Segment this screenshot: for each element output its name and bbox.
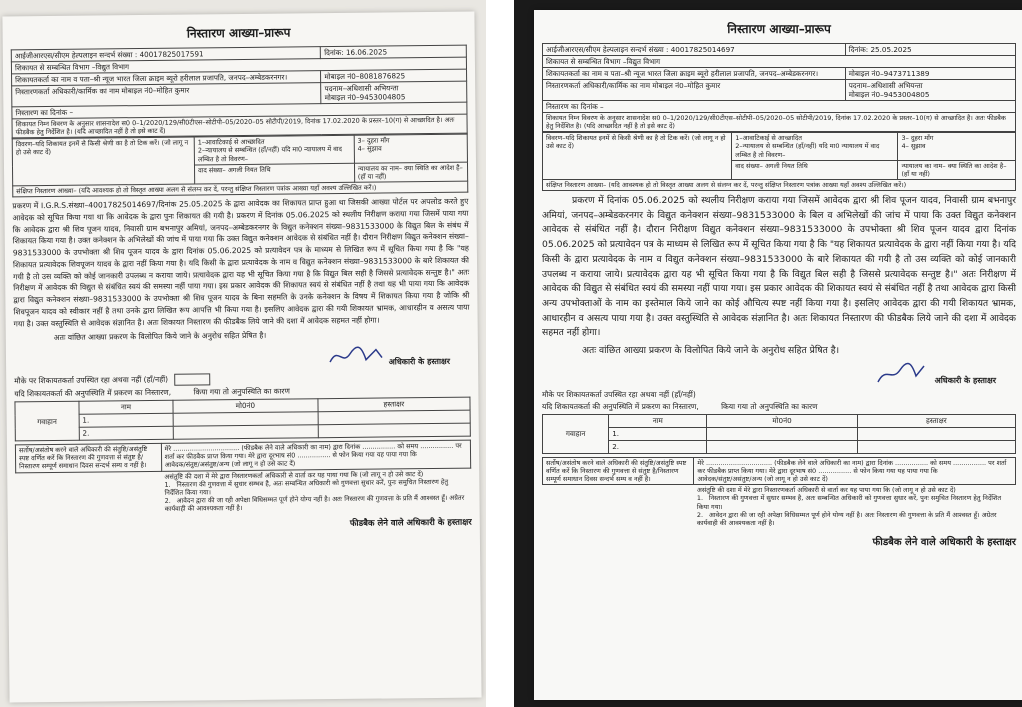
present-question: मौके पर शिकायतकर्ता उपस्थित रहा अथवा नहीं (हाँ/नहीं) <box>14 374 169 386</box>
officer-signature-block-right <box>542 362 996 386</box>
left-paper <box>2 12 481 703</box>
header-table <box>11 45 468 139</box>
officer-row: निस्तारणकर्ता अधिकारी/कार्मिक का नाम मोबाइल नं0–मोहित कुमार <box>12 83 322 107</box>
department-row-right: शिकायत से सम्बन्धित विभाग –विद्युत विभाग <box>543 56 1016 68</box>
reference-number-right: आईजीआरएस/सीएम हेल्पलाइन सन्दर्भ संख्या : 40017825014697 <box>543 44 846 56</box>
header-table-right <box>542 43 1016 132</box>
absent-reason-label-right: किया गया तो अनुपस्थिति का कारण <box>721 401 818 411</box>
witness-row-1: 1. <box>79 413 174 427</box>
department-row: शिकायत से सम्बन्धित विभाग –विद्युत विभाग <box>11 57 466 74</box>
officer-signature-label-right: अधिकारी के हस्ताक्षर <box>934 375 996 385</box>
officer-designation-right: पदनाम–अधिशासी अभियन्ता <box>848 81 923 90</box>
right-document-photo <box>514 0 1022 707</box>
officer-signature-block <box>14 343 450 372</box>
conclusion-right: अतः वांछित आख्या प्रकरण के विलोपित किये जाने के अनुरोध सहित प्रेषित है। <box>582 345 840 357</box>
complainant-row: शिकायतकर्ता का नाम व पता–श्री न्यूज भारत जिला क्राइम ब्यूरो हरीलाल प्रजापति, जनपद–अम्बेडकरनगर। <box>12 71 321 86</box>
feedback-line-1: मेरे ................................ (फीडबैक लेने वाले अधिकारी का नाम) द्वारा दिनांक ................ को समय ................ पर शर्ता कर फीडबैक प्राप्त किया गया। मेरे द्वारा दूरभाष सं0 ................ से फोन किया गया यह पाया गया कि <box>164 441 462 462</box>
officer-mobile: मोबाइल नं0–9453004805 <box>324 92 406 103</box>
case-number-right: वाद संख्या– अगली नियत तिथि <box>732 160 898 179</box>
witness-label: गवाहान <box>15 401 79 441</box>
feedback-line-1-right: मेरे ................................ (फीडबैक लेने वाले अधिकारी का नाम) द्वारा दिनांक ................ को समय ................ पर शर्ता कर फीडबैक प्राप्त किया गया। मेरे द्वारा दूरभाष सं0 ................ से फोन किया गया यह पाया गया कि <box>697 458 1007 476</box>
feedback-instruction: सर्तोष/असंतोष करने वाले अधिकारी की संतुष्टि/असंतुष्टि स्पष्ट वर्णित करें कि निस्तारण की गुणवत्ता से संतुष्ट है/निस्तारण सम्पूर्ण समाधान दिवस सन्दर्भ सम्य व नहीं है। <box>15 444 161 473</box>
reference-date: दिनांक: 16.06.2025 <box>321 45 467 59</box>
category-2-right: 2–न्यायालय से सम्बन्धित (हाँ/नहीं) यदि मा0 न्यायालय में वाद लम्बित है तो विवरण– <box>735 142 880 159</box>
witness-table <box>14 397 470 442</box>
feedback-line-3: असंतुष्टि की दशा में मेरे द्वारा निस्तारणकर्ता अधिकारी से वार्ता कर यह पाया गया कि (जो लागू न हो उसे काट दें) <box>164 469 424 481</box>
govt-order-row: शिकायत निम्न विवरण के अनुसार शासनादेश स0 0–1/2020/129/सी0टीएस–सोटीपी–05/2020–05 सोटीपी/2019, दिनांक 17.02.2020 के प्रस्तर–10(ग) से आच्छादित है। अतः फीडबैक हेतु निर्देशित है। (यदि आच्छादित नहीं है तो इसे काट दें) <box>12 114 467 138</box>
witness-row-2-right: 2. <box>609 440 707 453</box>
witness-row-1-right: 1. <box>609 427 707 440</box>
present-answer-box <box>174 374 210 386</box>
category-1: 1–आवाटिकाई से आच्छादित <box>197 138 265 147</box>
feedback-signature-right: फीडबैक लेने वाले अधिकारी के हस्ताक्षर <box>872 536 1016 548</box>
right-paper <box>534 10 1022 700</box>
doc-title: निस्तारण आख्या–प्रारूप <box>186 25 291 41</box>
category-table <box>12 134 469 198</box>
report-body: प्रकरण में I.G.R.S.संख्या–40017825014697/दिनांक 25.05.2025 के द्वारा आवेदक का शिकायत प्राप्त हुआ था जिसकी आख्या पोर्टल पर अपलोड करते हुए आवेदक को सूचित किया गया था कि आवेदक के द्वारा पुनः शिकायत की गयी है। प्रकरण में दिनांक 05.06.2025 को स्थलीय निरीक्षण कराया गया जिसमें पाया गया कि आवेदक द्वारा श्री शिव पूजन यादव, निवासी ग्राम बभनापुर अमियां, जनपद–अम्बेडकरनगर के विद्युत कनेक्शन संख्या–9831533000 के विद्युत बिल के संबंध में शिकायत किया गया है। उक्त कनेक्शन के अभिलेखों की जांच में पाया गया कि उक्त विद्युत कनेक्शन आवेदक से संबंधित नहीं है। दौरान निरीक्षण विद्युत कनेक्शन संख्या–9831533000 के उपभोक्ता श्री शिव पूजन यादव के द्वारा दिनांक 05.06.2025 को प्रत्यावेदन पत्र के माध्यम से लिखित रूप में सूचित किया गया है कि "यह शिकायत प्रत्यावेदक शिवपूजन यादव के द्वारा नहीं किया गया है। यदि किसी के द्वारा प्रत्यावेदक के नाम व विद्युत कनेक्शन संख्या–9831533000 के बारे शिकायत की गयी है तो उस व्यक्ति को कोई जानकारी उपलब्ध न कराया जाये। प्रत्यावेदक द्वारा यह भी सूचित किया गया है कि विद्युत बिल सही है जिससे प्रत्यावेदक सन्तुष्ट है।" अतः निरीक्षण में आवेदक की विद्युत से संबंधित स्वयं की समस्या नहीं पाया गया। इस प्रकार आवेदक की शिकायत स्वयं से संबंधित नहीं है तथा यह भी पाया गया कि आवेदक द्वारा विद्युत कनेक्शन संख्या–9831533000 के उपभोक्ता श्री शिव पूजन यादव के बिना सहमति के उनके कनेक्शन के विषय में शिकायत किया गया है जोकि श्री शिवपूजन यादव को स्वीकार नहीं है तथा उनके द्वारा लिखित रूप आपत्ति भी किया गया है। इसलिए आवेदक द्वारा की गयी शिकायत भ्रामक, आधारहीन व असत्य पाया गया है। उक्त वस्तुस्थिति से आवेदक संज्ञानित है। अतः शिकायत निस्तारण की फीडबैक लिये जाने की दशा में आवेदक सहमत नहीं होगा। <box>12 196 470 329</box>
officer-signature-label: अधिकारी के हस्ताक्षर <box>388 357 451 367</box>
summary-instruction: संक्षिप्त निस्तारण आख्या– (यदि आवश्यक हो तो विस्तृत आख्या अलग से संलग्न कर दें, परन्तु संक्षिप्त निस्तारण पत्रांक आख्या यहाँ अवश्य उल्लिखित करें।) <box>13 181 468 197</box>
witness-row-2: 2. <box>79 426 174 440</box>
feedback-signature: फीडबैक लेने वाले अधिकारी के हस्ताक्षर <box>349 517 472 530</box>
feedback-line-3-right: असंतुष्टि की दशा में मेरे द्वारा निस्तारणकर्ता अधिकारी से वार्ता कर यह पाया गया कि (जो लागू न हो उसे काट दें) <box>696 486 956 495</box>
category-3: 3– दुहरा माँग <box>357 136 390 146</box>
officer-row-right: निस्तारणकर्ता अधिकारी/कार्मिक का नाम मोबाइल नं0–मोहित कुमार <box>543 80 846 101</box>
category-table-right <box>542 132 1016 191</box>
category-2: 2–न्यायालय से सम्बन्धित (हाँ/नहीं) यदि मा0 न्यायालय में वाद लम्बित है तो विवरण– <box>197 145 342 163</box>
absent-question-right: यदि शिकायतकर्ता की अनुपस्थिति में प्रकरण का निस्तारण, <box>542 401 699 411</box>
category-4-right: 4– सुझाव <box>901 142 926 151</box>
witness-col-mobile: मो0नं0 <box>173 399 318 414</box>
category-3-right: 3– दुहरा माँग <box>901 134 934 143</box>
disposal-date-row-right: निस्तारण का दिनांक – <box>543 101 1016 113</box>
witness-col-sign-right: हस्ताक्षर <box>857 414 1015 427</box>
present-question-right: मौके पर शिकायतकर्ता उपस्थित रहा अथवा नहीं (हाँ/नहीं) <box>542 389 696 399</box>
feedback-point-2-right: आवेदन द्वारा की जा रही अपेक्षा विधिसम्मत पूर्ण होने योग्य नहीं है। अतः निस्तारण की गुणवत्ता के प्रति मैं आश्वस्त हूँ। अग्रेतर कार्यवाही की आवश्यकता नहीं है। <box>696 510 997 527</box>
govt-order-row-right: शिकायत निम्न विवरण के अनुसार शासनादेश स0 0–1/2020/129/सी0टीएस–सोटीपी–05/2020–05 सोटीपी/2019, दिनांक 17.02.2020 के प्रस्तर–10(ग) से आच्छादित है। अतः फीडबैक हेतु निर्देशित है। (यदि आच्छादित नहीं है तो इसे काट दें) <box>543 113 1016 132</box>
page-gutter <box>486 0 514 707</box>
report-body-right: प्रकरण में दिनांक 05.06.2025 को स्थलीय निरीक्षण कराया गया जिसमें आवेदक द्वारा श्री शिव पूजन यादव, निवासी ग्राम बभनापुर अमियां, जनपद–अम्बेडकरनगर के विद्युत कनेक्शन संख्या–9831533000 के बिल व अभिलेखों की जांच में पाया कि उक्त विद्युत कनेक्शन आवेदक से संबंधित नहीं है। दौरान निरीक्षण विद्युत कनेक्शन संख्या–9831533000 के उपभोक्ता श्री शिव पूजन यादव द्वारा दिनांक 05.06.2025 को प्रत्यावेदन पत्र के माध्यम से लिखित रूप में सूचित किया गया है कि "यह शिकायत प्रत्यावेदक के द्वारा नहीं किया गया है। यदि किसी के द्वारा प्रत्यावेदक के नाम व विद्युत कनेक्शन संख्या–9831533000 के बारे शिकायत की गयी है तो उस व्यक्ति को कोई जानकारी उपलब्ध न कराया जाये। प्रत्यावेदक द्वारा यह भी सूचित किया गया है कि विद्युत बिल सही है जिससे प्रत्यावेदक सन्तुष्ट है।" अतः निरीक्षण में आवेदक की विद्युत से संबंधित स्वयं की समस्या नहीं पाया गया। इस प्रकार आवेदक की शिकायत स्वयं से संबंधित नहीं है तथा आवेदक द्वारा किसी अन्य उपभोक्ताओं के नाम का इस्तेमाल किये जाने का कोई औचित्य स्पष्ट नहीं किया गया है। इसलिए आवेदक द्वारा की गयी शिकायत भ्रामक, आधारहीन व असत्य पाया गया है। उक्त वस्तुस्थिति से आवेदक संज्ञानित है। अतः शिकायत निस्तारण की फीडबैक लिये जाने की दशा में आवेदक सहमत नहीं होगा। <box>542 195 1017 339</box>
witness-col-name-right: नाम <box>609 414 707 427</box>
category-1-right: 1–आवाटिकाई से आच्छादित <box>735 134 802 143</box>
disposal-date-row: निस्तारण का दिनांक – <box>12 102 467 119</box>
reference-number: आईजीआरएस/सीएम हेल्पलाइन सन्दर्भ संख्या : 40017825017591 <box>11 47 320 62</box>
category-instruction: विवरण–यदि शिकायत इनमें से किसी श्रेणी का है तो टिक करें। (जो लागू न हो उसे काट दें) <box>12 137 194 186</box>
witness-table-right <box>542 414 1016 454</box>
feedback-point-1: निस्तारण की गुणवत्ता में सुधार सम्भव है, अतः सम्बन्धित अधिकारी को गुणवत्ता सुधार करें, पुनः समुचित निस्तारण हेतु निर्देशित किया गया। <box>164 477 449 497</box>
court-name-right: न्यायालय का नाम– क्या स्थिति का आदेश है– (हाँ या नहीं) <box>898 160 1016 179</box>
feedback-table-right: सर्तोष/असंतोष करने वाले अधिकारी की संतुष्टि/असंतुष्टि स्पष्ट वर्णित करें कि निस्तारण की गुणवत्ता से संतुष्ट है/निस्तारण सम्पूर्ण समाधान दिवस सन्दर्भ सम्य व नहीं है। मेरे ................................ (फीडबैक लेने वाले अधिकारी का नाम) द्वारा दिनांक ................ को समय ................ पर शर्ता कर फीडबैक प्राप्त किया गया। मेरे द्वारा दूरभाष सं0 ................ से फोन किया गया यह पाया गया कि आवेदक/संतुष्ट/असंतुष्ट/अन्य (जो लागू न हो उसे काट दें) असंतुष्टि की दशा में मेरे द्वारा निस्तारणकर्ता अधिकारी से वार्ता कर यह पाया गया कि (जो लागू न हो उसे काट दें) 1. निस्तारण की गुणवत्ता में सुधार सम्भव है, अतः सम्बन्धित अधिकारी को गुणवत्ता सुधार करें, पुनः समुचित निस्तारण हेतु निर्देशित किया गया। 2. आवेदन द्वारा की जा रही अपेक्षा विधिसम्मत पूर्ण होने योग्य नहीं है। अतः निस्तारण की गुणवत्ता के प्रति मैं आश्वस्त हूँ। अग्रेतर कार्यवाही की आवश्यकता नहीं है। <box>542 457 1016 528</box>
witness-col-name: नाम <box>79 400 174 414</box>
feedback-instruction-right: सर्तोष/असंतोष करने वाले अधिकारी की संतुष्टि/असंतुष्टि स्पष्ट वर्णित करें कि निस्तारण की गुणवत्ता से संतुष्ट है/निस्तारण सम्पूर्ण समाधान दिवस सन्दर्भ सम्य व नहीं है। <box>543 457 694 484</box>
absent-reason-label: किया गया तो अनुपस्थिति का कारण <box>193 386 290 397</box>
witness-col-sign: हस्ताक्षर <box>318 397 470 412</box>
complainant-row-right: शिकायतकर्ता का नाम व पता–श्री न्यूज भारत जिला क्राइम ब्यूरो हरीलाल प्रजापति, जनपद–अम्बेडकरनगर। <box>543 68 846 80</box>
category-4: 4– सुझाव <box>357 144 382 154</box>
signature-mark-right <box>874 362 932 386</box>
complainant-mobile-right: मोबाइल नं0–9473711389 <box>845 68 1015 80</box>
officer-mobile-right: मोबाइल नं0–9453004805 <box>848 90 930 99</box>
case-number: वाद संख्या– अगली नियत तिथि <box>194 163 354 184</box>
feedback-point-2: आवेदन द्वारा की जा रही अपेक्षा विधिसम्मत पूर्ण होने योग्य नहीं है। अतः निस्तारण की गुणवत्ता के प्रति मैं आश्वस्त हूँ। अग्रेतर कार्यवाही की आवश्यकता नहीं है। <box>164 493 465 513</box>
absent-question: यदि शिकायतकर्ता की अनुपस्थिति में प्रकरण का निस्तारण, <box>14 387 172 399</box>
feedback-point-1-right: निस्तारण की गुणवत्ता में सुधार सम्भव है, अतः सम्बन्धित अधिकारी को गुणवत्ता सुधार करें, पुनः समुचित निस्तारण हेतु निर्देशित किया गया। <box>696 494 1002 511</box>
conclusion: अतः वांछित आख्या प्रकरण के विलोपित किये जाने के अनुरोध सहित प्रेषित है। <box>53 331 267 343</box>
complainant-mobile: मोबाइल नं0–8081876825 <box>321 69 467 83</box>
signature-mark <box>328 344 386 369</box>
feedback-line-2: आवेदक/संतुष्ट/असंतुष्ट/अन्य (जो लागू न हो उसे काट दें) <box>164 459 296 470</box>
witness-col-mobile-right: मो0नं0 <box>707 414 857 427</box>
doc-title-right: निस्तारण आख्या–प्रारूप <box>727 22 831 36</box>
reference-date-right: दिनांक: 25.05.2025 <box>845 44 1015 56</box>
feedback-line-2-right: आवेदक/संतुष्ट/असंतुष्ट/अन्य (जो लागू न हो उसे काट दें) <box>697 475 828 484</box>
feedback-table: सर्तोष/असंतोष करने वाले अधिकारी की संतुष्टि/असंतुष्टि स्पष्ट वर्णित करें कि निस्तारण की गुणवत्ता से संतुष्ट है/निस्तारण सम्पूर्ण समाधान दिवस सन्दर्भ सम्य व नहीं है। मेरे ................................ (फीडबैक लेने वाले अधिकारी का नाम) द्वारा दिनांक ................ को समय ................ पर शर्ता कर फीडबैक प्राप्त किया गया। मेरे द्वारा दूरभाष सं0 ................ से फोन किया गया यह पाया गया कि आवेदक/संतुष्ट/असंतुष्ट/अन्य (जो लागू न हो उसे काट दें) असंतुष्टि की दशा में मेरे द्वारा निस्तारणकर्ता अधिकारी से वार्ता कर यह पाया गया कि (जो लागू न हो उसे काट दें) 1. निस्तारण की गुणवत्ता में सुधार सम्भव है, अतः सम्बन्धित अधिकारी को गुणवत्ता सुधार करें, पुनः समुचित निस्तारण हेतु निर्देशित किया गया। 2. आवेदन द्वारा की जा रही अपेक्षा विधिसम्मत पूर्ण होने योग्य नहीं है। अतः निस्तारण की गुणवत्ता के प्रति मैं आश्वस्त हूँ। अग्रेतर कार्यवाही की आवश्यकता नहीं है। <box>15 440 472 516</box>
witness-label-right: गवाहान <box>543 414 609 453</box>
category-instruction-right: विवरण–यदि शिकायत इनमें से किसी श्रेणी का है तो टिक करें। (जो लागू न हो उसे काट दें) <box>543 133 732 180</box>
left-document-photo <box>0 0 486 707</box>
summary-instruction-right: संक्षिप्त निस्तारण आख्या– (यदि आवश्यक हो तो विस्तृत आख्या अलग से संलग्न कर दें, परन्तु संक्षिप्त निस्तारण पत्रांक आख्या यहाँ अवश्य उल्लिखित करें।) <box>543 179 1016 190</box>
court-name: न्यायालय का नाम– क्या स्थिति का आदेश है– (हाँ या नहीं) <box>354 162 467 182</box>
officer-designation: पदनाम–अधिशासी अभियन्ता <box>324 83 399 94</box>
